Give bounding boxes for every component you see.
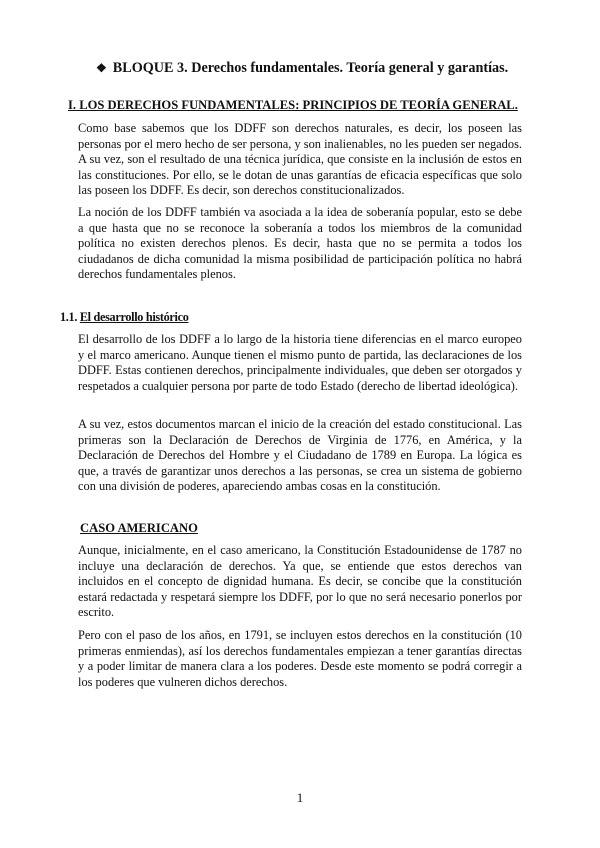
page-number: 1 <box>296 790 304 805</box>
diamond-bullet-icon: ❖ <box>96 61 107 75</box>
paragraph-historical-differences: El desarrollo de los DDFF a lo largo de la historia tiene diferencias en el marco europeo y el marco americano. Aunque tienen el mismo punto de partida, las declaraciones de los DDFF. Estas contienen derechos, principalmente individuales, que deben ser otorgados y respetados a cualquier persona por parte de todo Estado (derecho de libertad ideológica). <box>78 332 522 393</box>
paragraph-popular-sovereignty: La noción de los DDFF también va asociada a la idea de soberanía popular, esto se debe a que hasta que no se reconoce la soberanía a todos los miembros de la comunidad política no existen derechos plenos. Es decir, hasta que no se permita a todos los ciudadanos de dicha comunidad la misma posibilidad de participación política no habrá derechos fundamentales plenos. <box>78 205 522 281</box>
paragraph-amendments: Pero con el paso de los años, en 1791, se incluyen estos derechos en la constitución (10 primeras enmiendas), así los derechos fundamentales empiezan a tener garantías directas y a poder limitar de manera clara a los poderes. Desde este momento se podrá corregir a los poderes que vulneren dichos derechos. <box>78 628 522 689</box>
paragraph-constitutional-state: A su vez, estos documentos marcan el inicio de la creación del estado constitucional. Las primeras son la Declaración de Derechos de Virginia de 1776, en América, y la Declaración de Derechos del Hombre y el Ciudadano de 1789 en Europa. La lógica es que, a través de garantizar unos derechos a las personas, se crea un sistema de gobierno con una división de poderes, apareciendo ambas cosas en la constitución. <box>78 417 522 493</box>
subsection-title: El desarrollo histórico <box>79 310 189 324</box>
subsection-heading-historical-development <box>60 310 189 325</box>
section-heading-principles: I. LOS DERECHOS FUNDAMENTALES: PRINCIPIOS DE TEORÍA GENERAL. <box>68 98 518 112</box>
subsection-number: 1.1. <box>60 310 78 324</box>
paragraph-american-constitution: Aunque, inicialmente, en el caso americano, la Constitución Estadounidense de 1787 no incluye una declaración de derechos. Ya que, se entiende que estos derechos van incluidos en el concepto de dignidad humana. Es decir, se concibe que la constitución estará redactada y respetará siempre los DDFF, por lo que no será necesario ponerlos por escrito. <box>78 543 522 619</box>
document-title <box>96 60 556 77</box>
document-title-text: BLOQUE 3. Derechos fundamentales. Teoría general y garantías. <box>112 60 509 76</box>
case-heading-american: CASO AMERICANO <box>80 521 198 535</box>
paragraph-ddff-natural-rights: Como base sabemos que los DDFF son derechos naturales, es decir, los poseen las personas por el mero hecho de ser persona, y son inalienables, no les pueden ser negados. A su vez, son el resultado de una técnica jurídica, que consiste en la inclusión de estos en las constituciones. Por ello, se le dotan de unas garantías de eficacia específicas que solo las poseen los DDFF. Es decir, son derechos constitucionalizados. <box>78 121 522 197</box>
